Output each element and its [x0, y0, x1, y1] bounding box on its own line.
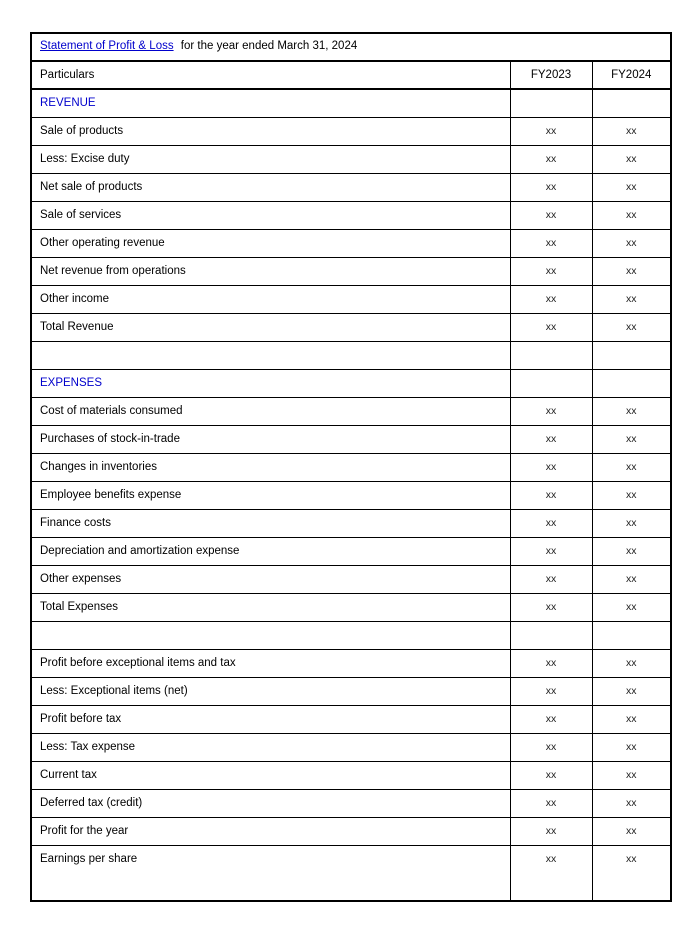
row-label: Profit before exceptional items and tax [31, 649, 510, 677]
fy2024-value: xx [592, 453, 671, 481]
fy2024-value: xx [592, 565, 671, 593]
table-body [31, 89, 671, 901]
row-label: Purchases of stock-in-trade [31, 425, 510, 453]
table-row [31, 593, 671, 621]
fy2023-value: xx [510, 397, 592, 425]
table-row [31, 201, 671, 229]
fy2024-value: xx [592, 677, 671, 705]
row-label: Less: Exceptional items (net) [31, 677, 510, 705]
fy2023-value [510, 89, 592, 117]
section-row [31, 369, 671, 397]
fy2024-value: xx [592, 229, 671, 257]
table-row [31, 397, 671, 425]
fy2024-value [592, 341, 671, 369]
table-title-cell [31, 33, 671, 61]
fy2023-value: xx [510, 593, 592, 621]
fy2023-value: xx [510, 789, 592, 817]
fy2023-value [510, 621, 592, 649]
table-row [31, 481, 671, 509]
fy2023-value: xx [510, 285, 592, 313]
table-row [31, 425, 671, 453]
row-label: Cost of materials consumed [31, 397, 510, 425]
fy2023-value [510, 369, 592, 397]
row-label [31, 621, 510, 649]
fy2024-value: xx [592, 173, 671, 201]
table-row [31, 817, 671, 845]
fy2023-value: xx [510, 173, 592, 201]
fy2024-value: xx [592, 509, 671, 537]
row-label: Employee benefits expense [31, 481, 510, 509]
row-label: Sale of services [31, 201, 510, 229]
row-label: Profit before tax [31, 705, 510, 733]
fy2023-value: xx [510, 257, 592, 285]
fy2024-value: xx [592, 313, 671, 341]
row-label: Changes in inventories [31, 453, 510, 481]
table-row [31, 537, 671, 565]
fy2023-value: xx [510, 425, 592, 453]
fy2023-value: xx [510, 649, 592, 677]
fy2024-value: xx [592, 285, 671, 313]
fy2023-value: xx [510, 481, 592, 509]
fy2023-value: xx [510, 201, 592, 229]
row-label: Other income [31, 285, 510, 313]
table-row [31, 733, 671, 761]
fy2023-value: xx [510, 453, 592, 481]
row-label: REVENUE [31, 89, 510, 117]
fy2023-value: xx [510, 761, 592, 789]
row-label: Deferred tax (credit) [31, 789, 510, 817]
fy2023-value: xx [510, 845, 592, 901]
row-label: Current tax [31, 761, 510, 789]
row-label: Finance costs [31, 509, 510, 537]
row-label: Other expenses [31, 565, 510, 593]
fy2023-value: xx [510, 509, 592, 537]
column-header-fy2024: FY2024 [592, 61, 671, 89]
statement-of-profit-loss-link[interactable]: Statement of Profit & Loss [40, 40, 174, 52]
fy2023-value: xx [510, 145, 592, 173]
fy2024-value: xx [592, 397, 671, 425]
fy2024-value: xx [592, 817, 671, 845]
table-row [31, 285, 671, 313]
fy2024-value: xx [592, 537, 671, 565]
row-label: Less: Tax expense [31, 733, 510, 761]
table-row [31, 313, 671, 341]
section-row [31, 89, 671, 117]
fy2024-value: xx [592, 145, 671, 173]
row-label [31, 341, 510, 369]
table-row [31, 453, 671, 481]
table-row [31, 705, 671, 733]
title-suffix-text: for the year ended March 31, 2024 [180, 40, 358, 52]
row-label: Net sale of products [31, 173, 510, 201]
row-label: Net revenue from operations [31, 257, 510, 285]
table-row [31, 257, 671, 285]
title-row [31, 33, 671, 61]
row-label: Earnings per share [31, 845, 510, 901]
row-label: Sale of products [31, 117, 510, 145]
column-header-particulars: Particulars [31, 61, 510, 89]
table-row [31, 509, 671, 537]
row-label: Total Expenses [31, 593, 510, 621]
fy2024-value: xx [592, 257, 671, 285]
fy2023-value: xx [510, 733, 592, 761]
row-label: Other operating revenue [31, 229, 510, 257]
fy2023-value: xx [510, 537, 592, 565]
table-row [31, 789, 671, 817]
fy2024-value: xx [592, 761, 671, 789]
fy2024-value: xx [592, 481, 671, 509]
profit-loss-table [30, 32, 672, 902]
fy2023-value [510, 341, 592, 369]
fy2024-value: xx [592, 649, 671, 677]
fy2023-value: xx [510, 117, 592, 145]
row-label: EXPENSES [31, 369, 510, 397]
fy2024-value [592, 89, 671, 117]
fy2023-value: xx [510, 313, 592, 341]
table-row [31, 761, 671, 789]
column-header-row [31, 61, 671, 89]
fy2024-value [592, 621, 671, 649]
fy2024-value [592, 369, 671, 397]
spacer-row [31, 621, 671, 649]
table-row [31, 565, 671, 593]
fy2024-value: xx [592, 117, 671, 145]
table-row [31, 677, 671, 705]
row-label: Less: Excise duty [31, 145, 510, 173]
fy2024-value: xx [592, 705, 671, 733]
fy2024-value: xx [592, 845, 671, 901]
row-label: Depreciation and amortization expense [31, 537, 510, 565]
fy2023-value: xx [510, 677, 592, 705]
spacer-row [31, 341, 671, 369]
table-row [31, 229, 671, 257]
row-label: Total Revenue [31, 313, 510, 341]
fy2024-value: xx [592, 733, 671, 761]
table-row [31, 173, 671, 201]
fy2024-value: xx [592, 593, 671, 621]
column-header-fy2023: FY2023 [510, 61, 592, 89]
fy2023-value: xx [510, 565, 592, 593]
table-row [31, 845, 671, 901]
fy2023-value: xx [510, 229, 592, 257]
fy2023-value: xx [510, 817, 592, 845]
table-row [31, 117, 671, 145]
fy2024-value: xx [592, 789, 671, 817]
fy2024-value: xx [592, 425, 671, 453]
table-row [31, 145, 671, 173]
row-label: Profit for the year [31, 817, 510, 845]
fy2023-value: xx [510, 705, 592, 733]
table-row [31, 649, 671, 677]
fy2024-value: xx [592, 201, 671, 229]
